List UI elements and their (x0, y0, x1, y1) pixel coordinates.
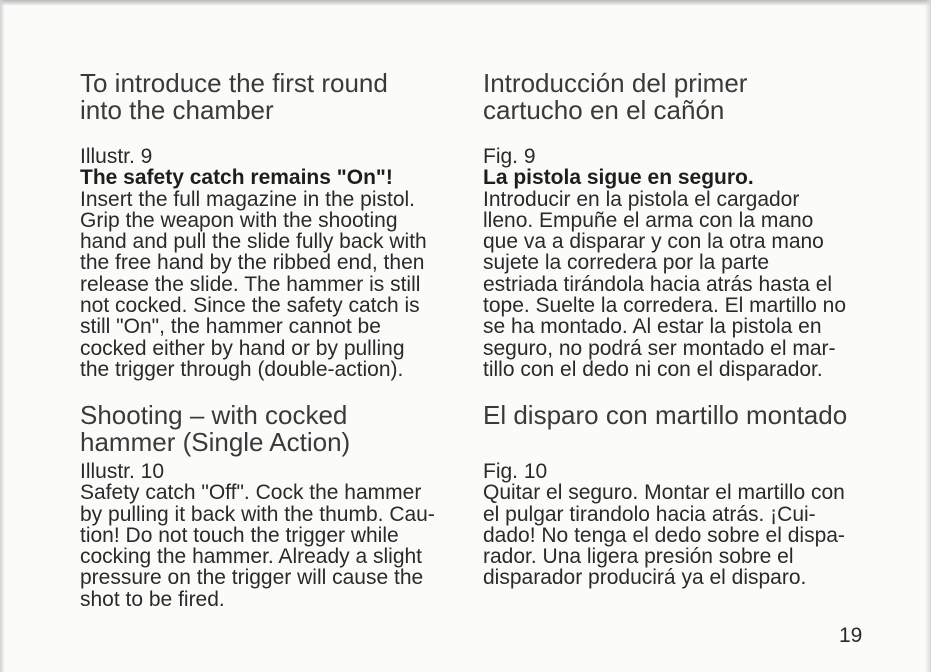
text-line: Introducir en la pistola el cargador (483, 187, 800, 211)
text-line: pressure on the trigger will cause the (80, 566, 424, 590)
heading-line: To introduce the first round (80, 68, 388, 98)
section-shooting-en (80, 461, 435, 610)
figure-label: Fig. 9 (483, 145, 536, 168)
text-line: the free hand by the ribbed end, then (80, 251, 425, 275)
text-line: tillo con el dedo ni con el disparador. (483, 357, 823, 381)
text-line: Grip the weapon with the shooting (80, 208, 398, 232)
text-line: cocking the hammer. Already a slight (80, 545, 423, 569)
page-left-edge-shadow (0, 0, 5, 672)
text-line: tion! Do not touch the trigger while (80, 523, 399, 547)
instruction-paragraph (80, 482, 435, 610)
instruction-paragraph (483, 189, 846, 381)
text-line: release the slide. The hammer is still (80, 272, 421, 296)
text-line: estriada tirándola hacia atrás hasta el (483, 272, 833, 296)
heading-shooting-en (80, 402, 350, 456)
heading-line: into the chamber (80, 95, 274, 125)
page-top-edge-shadow (0, 0, 931, 6)
text-line: Safety catch "Off". Cock the hammer (80, 481, 422, 505)
text-line: se ha montado. Al estar la pistola en (483, 315, 822, 339)
page-number: 19 (839, 624, 863, 647)
heading-shooting-es (483, 402, 847, 429)
text-line: dado! No tenga el dedo sobre el dispa- (483, 523, 845, 547)
section-shooting-es (483, 461, 845, 589)
safety-notice: The safety catch remains "On"! (80, 166, 393, 190)
heading-first-round-en (80, 70, 388, 124)
text-line: still "On", the hammer cannot be (80, 315, 381, 339)
text-line: el pulgar tirandolo hacia atrás. ¡Cui- (483, 502, 816, 526)
section-first-round-es (483, 146, 846, 380)
text-line: disparador producirá ya el disparo. (483, 566, 807, 590)
text-line: sujete la corredera por la parte (483, 251, 769, 275)
instruction-paragraph (80, 189, 427, 381)
page-right-edge-shadow (925, 0, 931, 672)
text-line: rador. Una ligera presión sobre el (483, 545, 794, 569)
figure-label: Fig. 10 (483, 460, 548, 483)
text-line: seguro, no podrá ser montado el mar- (483, 336, 836, 360)
text-line: tope. Suelte la corredera. El martillo no (483, 294, 847, 318)
text-line: Insert the full magazine in the pistol. (80, 187, 416, 211)
text-line: cocked either by hand or by pulling (80, 336, 405, 360)
section-first-round-en (80, 146, 427, 380)
heading-line: hammer (Single Action) (80, 427, 351, 457)
instruction-paragraph (483, 482, 845, 588)
heading-line: Shooting – with cocked (80, 400, 348, 430)
illustration-label: Illustr. 9 (80, 145, 153, 168)
heading-first-round-es (483, 70, 747, 124)
text-line: the trigger through (double-action). (80, 357, 404, 381)
text-line: que va a disparar y con la otra mano (483, 230, 824, 254)
text-line: Quitar el seguro. Montar el martillo con (483, 481, 845, 505)
heading-line: El disparo con martillo montado (483, 400, 848, 430)
text-line: lleno. Empuñe el arma con la mano (483, 208, 814, 232)
heading-line: cartucho en el cañón (483, 95, 725, 125)
heading-line: Introducción del primer (483, 68, 748, 98)
illustration-label: Illustr. 10 (80, 460, 165, 483)
safety-notice: La pistola sigue en seguro. (483, 166, 754, 190)
text-line: hand and pull the slide fully back with (80, 230, 427, 254)
text-line: shot to be fired. (80, 587, 225, 611)
text-line: not cocked. Since the safety catch is (80, 294, 420, 318)
text-line: by pulling it back with the thumb. Cau- (80, 502, 435, 526)
